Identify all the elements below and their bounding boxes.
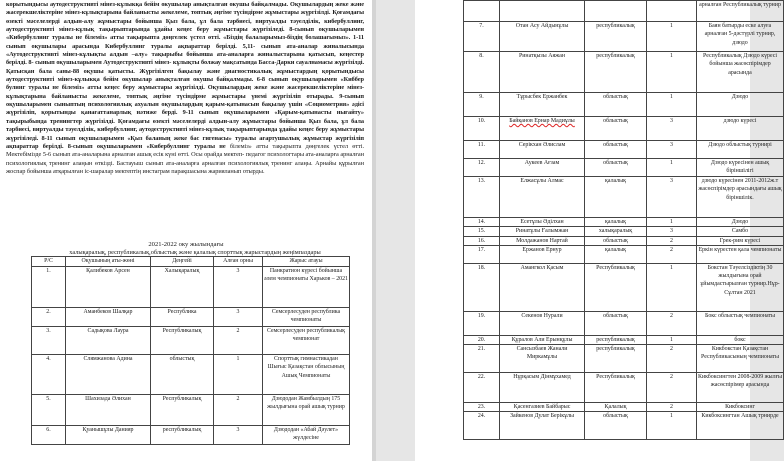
cell-place: 1 <box>214 355 263 395</box>
table-row <box>464 335 784 344</box>
cell-num: 17. <box>464 245 500 263</box>
table-row <box>464 177 784 218</box>
cell-place: 2 <box>214 327 263 355</box>
cell-place: 3 <box>647 227 697 236</box>
header-event: Жарыс атауы <box>263 257 350 267</box>
cell-level: облыстық <box>585 236 647 245</box>
table-row <box>464 263 784 311</box>
cell-num: 11. <box>464 141 500 159</box>
winners-table-part2 <box>463 0 784 440</box>
cell-name: Қуанышұлы Данияр <box>66 426 151 445</box>
cell-event: Дзюдодан «Абай Дәулет» жүлдесіне <box>263 426 350 445</box>
cell-place: 1 <box>647 263 697 311</box>
cell-name: Есетұлы Әділхан <box>500 218 585 227</box>
cell-num: 19. <box>464 311 500 335</box>
cell-event: Грек-рим күресі <box>697 236 784 245</box>
cell-level: республикалық <box>585 22 647 52</box>
cell-num: 6. <box>32 426 66 445</box>
cell-num: 7. <box>464 22 500 52</box>
cell-name: Қалибеков Арсен <box>66 267 151 308</box>
table-row <box>464 141 784 159</box>
cell-event: Дзюдо <box>697 93 784 117</box>
cell-place: 1 <box>647 335 697 344</box>
table-row <box>32 267 350 308</box>
cell-num: 20. <box>464 335 500 344</box>
cell-name: Серікхан Әлислам <box>500 141 585 159</box>
cell-level: республикалық <box>151 426 214 445</box>
cell-event: Панкратион күресі бойынша әлем чемпионаты Харьков – 2021 <box>263 267 350 308</box>
cell-num: 2. <box>32 308 66 327</box>
cell-num: 3. <box>32 327 66 355</box>
cell-place: 2 <box>647 373 697 403</box>
cell-name: Ринатұлы Ғалымжан <box>500 227 585 236</box>
cell-num: 13. <box>464 177 500 218</box>
cell-num: 10. <box>464 117 500 141</box>
cell-name: Амангкол Қасым <box>500 263 585 311</box>
table-row <box>464 311 784 335</box>
cell-event: Республикалық Дзюдо күресі бойынша жасөспірімдер арасында <box>697 52 784 93</box>
cell-event: Еркін күрестен қала чемпионаты <box>697 245 784 263</box>
table-row <box>32 426 350 445</box>
cell-event: Бокс облыстық чемпионаты <box>697 311 784 335</box>
cell-event: Дзюдо облыстық турнирі <box>697 141 784 159</box>
cell-level: Республикалық <box>585 263 647 311</box>
table-row <box>32 395 350 426</box>
cell-name <box>500 117 585 141</box>
cell-name: Слямжанова Адина <box>66 355 151 395</box>
cell-event: Кикбоксингтан Ашық трнирде <box>697 412 784 440</box>
table-header-row <box>32 257 350 267</box>
cell-num: 4. <box>32 355 66 395</box>
cell-place: 3 <box>214 308 263 327</box>
cell-level: қалалық <box>585 245 647 263</box>
cell-num: 21. <box>464 345 500 373</box>
cell-level: облыстық <box>585 412 647 440</box>
cell-place: 1 <box>647 93 697 117</box>
header-place: Алған орны <box>214 257 263 267</box>
cell-level: қалалық <box>585 177 647 218</box>
cell-place: 1 <box>647 218 697 227</box>
cell-num: 24. <box>464 412 500 440</box>
table-row <box>464 117 784 141</box>
table-row <box>32 355 350 395</box>
cell-name-text: Байқанов Ернар Мадиұлы <box>509 118 575 124</box>
paragraph-normal-text: білеміз» атты тақырыпта дөңгелек үстел өтті. Мектебімізде 5-6 сынып ата-аналарына арналған ашық есік күні өтті. Осы орайда мектеп- педагог психологтары ата-аналарға арналған психологиялық тренинг алаңын өткізді. Бастауыш сынып ата-аналарға арналған психологиялық тренинг алаңы. Арнайы құрылған жоспар бойынша атқарылған іс-шаралар мектептің инстаграм парақшасына жарияланып отырды. <box>6 142 364 175</box>
cell-event: Дзюдо күресінен ашық біріншілігі <box>697 159 784 177</box>
table-row <box>464 345 784 373</box>
cell-num: 1. <box>32 267 66 308</box>
table-row <box>464 403 784 412</box>
cell-event: Самбо <box>697 227 784 236</box>
table-row <box>464 159 784 177</box>
cell-event: дзюдо күресі <box>697 117 784 141</box>
cell-name: Ринатқызы Аяжан <box>500 52 585 93</box>
cell-place: 2 <box>647 236 697 245</box>
cell-event: бокс <box>697 335 784 344</box>
body-paragraph <box>6 1 364 176</box>
table-row <box>464 412 784 440</box>
cell-place: 3 <box>647 117 697 141</box>
table-row <box>464 227 784 236</box>
cell-place: 1 <box>647 159 697 177</box>
cell-event: арналған Республикалық турнир <box>697 1 784 22</box>
cell-place: 3 <box>647 177 697 218</box>
cell-name: Аукеев Ағзам <box>500 159 585 177</box>
cell-level: облыстық <box>585 93 647 117</box>
cell-name: Садықова Лаура <box>66 327 151 355</box>
cell-level: Халықаралық <box>151 267 214 308</box>
cell-name: Тұрысбек Ержанбек <box>500 93 585 117</box>
cell-event: Кикбоксинг <box>697 403 784 412</box>
cell-name: Елжасұлы Алмас <box>500 177 585 218</box>
cell-level: облыстық <box>585 159 647 177</box>
cell-num: 9. <box>464 93 500 117</box>
cell-num: 23. <box>464 403 500 412</box>
cell-level: республикалық <box>585 345 647 373</box>
cell-event: дзюдо күресінен 2011-2012ж.т жасөспірімдер арасындағы ашық біріншілік. <box>697 177 784 218</box>
table-row <box>464 218 784 227</box>
table-row <box>464 373 784 403</box>
cell-name: Зайкенов Дулат Берікұлы <box>500 412 585 440</box>
cell-level: Республикалық <box>151 395 214 426</box>
table-row <box>464 93 784 117</box>
table-caption-title: халықаралық, республикалық,облыстық және қалалық спорттық жарыстардың жеңімпаздары <box>69 248 321 256</box>
table-row <box>464 52 784 93</box>
cell-event: Спорттық гимнастикадан Шығыс Қазақстан облысының Ашық Чемпионаты <box>263 355 350 395</box>
cell-event: Кикбоксингтен 2008-2009 жылғы жасөспірімер арасында <box>697 373 784 403</box>
cell-name: Қасенгазиев Байбарыс <box>500 403 585 412</box>
cell-place: 2 <box>647 345 697 373</box>
cell-place: 3 <box>647 141 697 159</box>
header-num: Р/С <box>32 257 66 267</box>
table-row-continued <box>464 1 784 22</box>
cell-level: қалалық <box>585 218 647 227</box>
table-row <box>32 327 350 355</box>
cell-event: Дзюдо <box>697 218 784 227</box>
cell-place: 2 <box>214 395 263 426</box>
table-row <box>464 236 784 245</box>
cell-level: Республикалық <box>585 373 647 403</box>
cell-event: Семсерлесуден республика чемпионаты <box>263 308 350 327</box>
cell-name: Отан Асу Айдынұлы <box>500 22 585 52</box>
cell-level: республикалық <box>585 52 647 93</box>
cell-num: 15. <box>464 227 500 236</box>
cell-event: Баян батырды еске алуға арналған 5-дәстүрлі турнир, дзюдо <box>697 22 784 52</box>
cell-place: 1 <box>647 22 697 52</box>
cell-num: 18. <box>464 263 500 311</box>
cell-level: облыстық <box>585 141 647 159</box>
cell-level: облыстық <box>585 117 647 141</box>
header-name: Оқушының аты-жөні <box>66 257 151 267</box>
cell-name: Ержанов Ернур <box>500 245 585 263</box>
cell-name: Шахизада Әлихан <box>66 395 151 426</box>
cell-name: Аманбеков Шалқар <box>66 308 151 327</box>
cell-name: Секенов Нурали <box>500 311 585 335</box>
header-level: Деңгейі <box>151 257 214 267</box>
cell-level: Қалалық <box>585 403 647 412</box>
document-page-left <box>0 0 372 461</box>
cell-place: 3 <box>214 267 263 308</box>
cell-name: Молдажанов Нартай <box>500 236 585 245</box>
cell-num: 22. <box>464 373 500 403</box>
cell-level: облыстық <box>151 355 214 395</box>
cell-event: Семсерлесуден республикалық чемпионат <box>263 327 350 355</box>
cell-place: 3 <box>214 426 263 445</box>
cell-place: 1 <box>647 412 697 440</box>
cell-num: 12. <box>464 159 500 177</box>
cell-name: Сансызбаев Жанали Миркамұлы <box>500 345 585 373</box>
cell-event: Бокстан Тәуелсіздіктің 30 жылдығына орай ұйымдастырылған турнир.Нұр-Сұлтан 2021 <box>697 263 784 311</box>
cell-level: Республика <box>151 308 214 327</box>
table-row <box>464 22 784 52</box>
cell-num: 14. <box>464 218 500 227</box>
document-page-right <box>415 0 782 461</box>
cell-place: 2 <box>647 403 697 412</box>
paragraph-bold-text: корытындысы аутодеструктивті мінез-кұлыкқа бейім окушылар анықталған окушы байқалмады. Оқушылардың жеке және жасерекшеліктеріне мінез-кұлықтарына байланысты жекелеме, топтық әңгіме түсіндірме жұмыстары жүргізілді. Қоғамдағы өзекті мәселелерді алдын-алу жұмыстары бойынша Қыз бала, ұл бала тәрбиесі, виртуалды тәуелділік, кибербуллинг, аутодеструктивті мінез-кұлық тақырыптарында ұдайы кеңес беру жұмыстары жүргізіледі. 8-сынып оқушыларымен «Кибербуллинг туралы не білеміз» атты тақырыпта дөңгелек үстел өтті. «Біздің балаларымыз-біздің болашағымыз». 1-11 сынып оқушылары арасында Кибербуллинг туралы ақпараттар берілді. 5,11- сынып ата-аналар жиналысында «Аутодеструктивті мінез-кұлықты алдын –алу» тақырыбы бойынша ата-аналарға жиналыстарына қатысып, кеңестер берілді. 8- сынып оқушыларымен Аутодеструктивті мінез- кұлықты болжау мақсатында Басса-Дарки сауалнамасы жүргізілді. Қатысқан бала саны-88 оқушы қатысты. Жүргізілген бақылау және диагностикалық жұмыстардың қорытындысы аутодеструктивті мінез-кұлыкқа бейім окушылар анықталған окушы байқалмады. 6-8 сынып оқушыларымен «Киббер булинг туралы не білеміз» атты кеңес беру жұмыстары жүргізілді. Оқушылардың жеке және жасерекшеліктеріне мінез-кұлықтарына байланысты жекелеме, топтық әңгіме түсіндірме жұмыстары үнемі жүргізіліп отырады. 9-сынып оқушыларымен сыныптың психологиялық ахуалын оқушылардың қарым-қатынасын бақылау үшін «Социометрия» әдісі жүргізіліп, қорытынды қанағаттанарлық нәтиже берді. 9-11 сынып оқушыларымен «Қарым-қатынасты нығайту» тақырыбында тренингтер жүргізілді. Қоғамдағы өзекті мәселелерді алдын-алу жұмыстары бойынша Қыз бала, ұл бала тәрбиесі, виртуалды тәуелділік, кибербуллинг, аутодеструктивті мінез-кұлық тақырыптарында ұдайы кеңес беру жұмыстары жүргізіледі. 8-11 сынып оқушыларымен «Қыз баланың жеке бас гигенасы» туралы ағартушылық жұмыстар жүргізіліп ақпараттар берілді. 8-сынып оқушыларымен «Кибербуллинг туралы не <box>6 1 364 150</box>
cell-event: Дзюдодан Жамбылдың 175 жылдығына орай ашық турнир <box>263 395 350 426</box>
cell-name: Құралов Али Ерынқұлы <box>500 335 585 344</box>
cell-level: республикалық <box>585 335 647 344</box>
cell-level: Республикалық <box>151 327 214 355</box>
winners-table-part1 <box>31 256 350 445</box>
cell-num: 8. <box>464 52 500 93</box>
cell-level: халықаралық <box>585 227 647 236</box>
cell-place: 2 <box>647 245 697 263</box>
table-row <box>32 308 350 327</box>
table-row <box>464 245 784 263</box>
cell-num: 5. <box>32 395 66 426</box>
cell-level: облыстық <box>585 311 647 335</box>
cell-event: Кикбокстан Қазақстан Республикасының чемпионаты <box>697 345 784 373</box>
page-gutter <box>372 0 376 461</box>
cell-num: 16. <box>464 236 500 245</box>
cell-place: 2 <box>647 311 697 335</box>
cell-name: Нұрқасым Дінмұхамед <box>500 373 585 403</box>
table-caption-year: 2021-2022 оку жылындағы <box>148 241 224 248</box>
cell-place: 1 <box>647 52 697 93</box>
